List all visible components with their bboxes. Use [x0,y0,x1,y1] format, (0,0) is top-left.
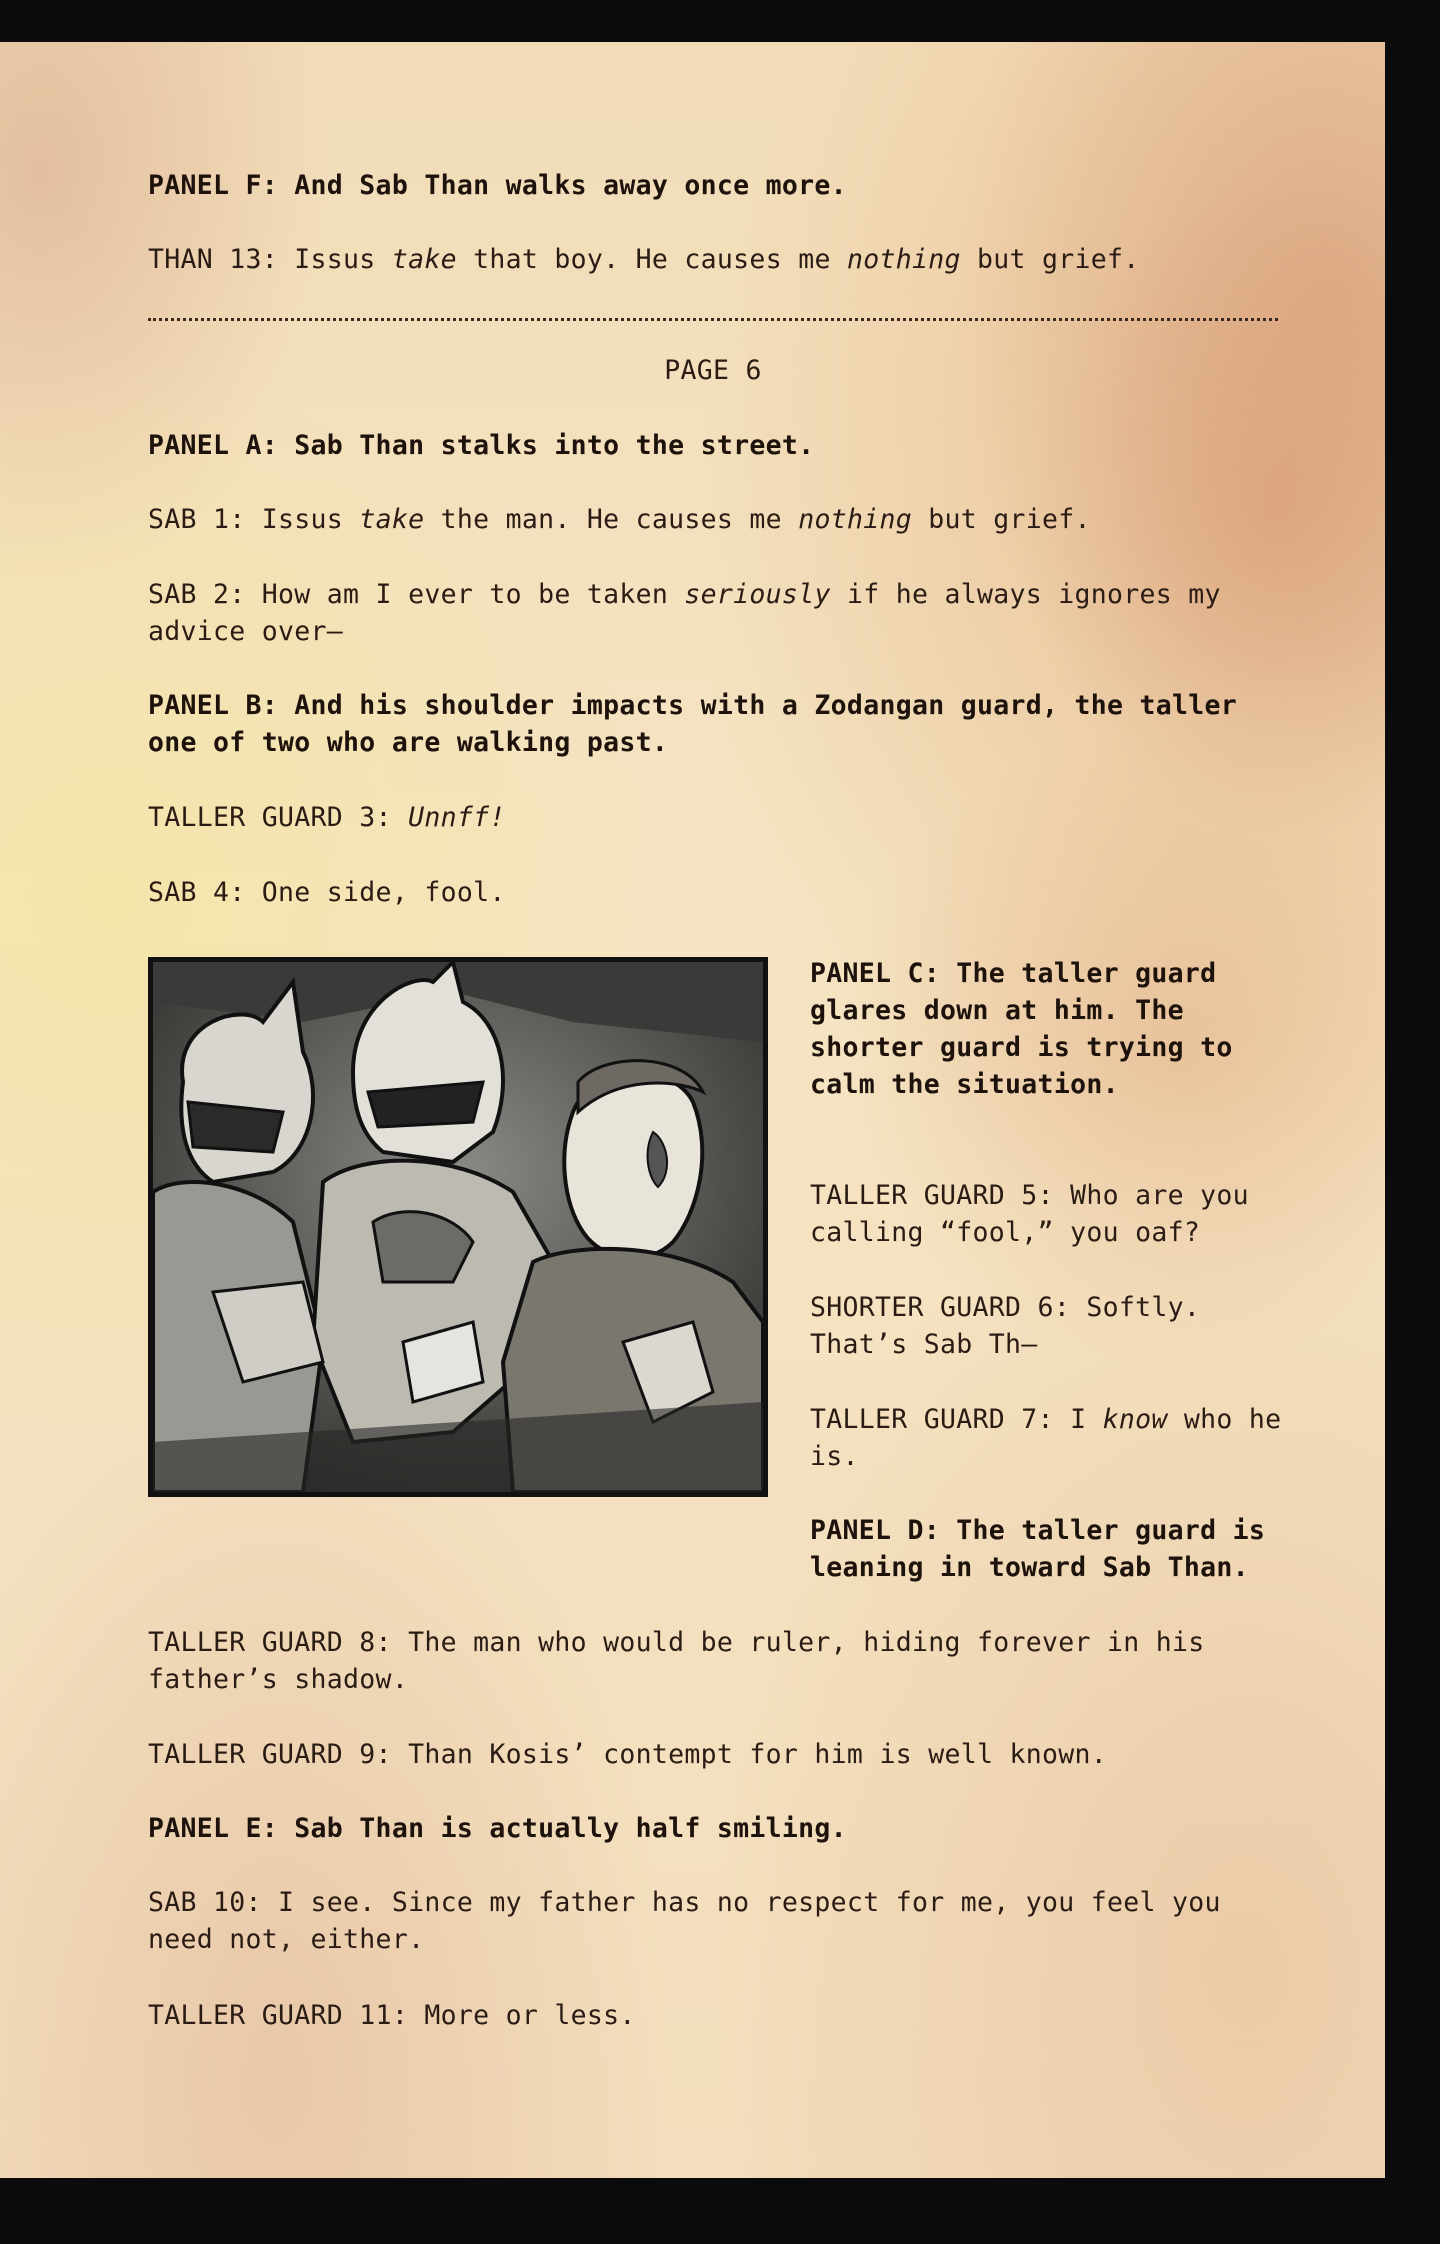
dialogue-shorter-guard-6: SHORTER GUARD 6: Softly. That’s Sab Th– [810,1292,1217,1360]
emphasis-text: nothing [846,244,961,275]
dialogue-text: who he is. [810,1404,1298,1472]
panel-d-direction: PANEL D: The taller guard is leaning in toward Sab Than. [810,1515,1282,1583]
panel-e-direction: PANEL E: Sab Than is actually half smiling. [148,1813,847,1844]
dialogue-text: if he always ignores my advice over– [148,579,1238,647]
dialogue-text: the man. He causes me [424,504,799,535]
page-heading: PAGE 6 [664,355,762,386]
panel-a-direction: PANEL A: Sab Than stalks into the street. [148,430,815,461]
dialogue-text: SAB 2: How am I ever to be taken [148,579,685,610]
dialogue-sab-4: SAB 4: One side, fool. [148,877,506,908]
dotted-divider [148,318,1278,321]
dialogue-taller-guard-3 [148,799,506,836]
panel-f-direction: PANEL F: And Sab Than walks away once more. [148,170,847,201]
dialogue-taller-guard-11: TALLER GUARD 11: More or less. [148,2000,636,2031]
bottom-border [0,2178,1440,2244]
dialogue-taller-guard-9: TALLER GUARD 9: Than Kosis’ contempt for him is well known. [148,1739,1108,1770]
emphasis-text: seriously [684,579,831,610]
guards-illustration [153,962,763,1492]
emphasis-text: nothing [798,504,912,535]
emphasis-text: Unnff! [408,802,506,833]
panel-c-direction: PANEL C: The taller guard glares down at him. The shorter guard is trying to calm the situation. [810,958,1249,1100]
dialogue-sab-10: SAB 10: I see. Since my father has no respect for me, you feel you need not, either. [148,1887,1238,1955]
dialogue-text: but grief. [911,504,1091,535]
dialogue-text: TALLER GUARD 3: [148,802,409,833]
emphasis-text: take [359,504,425,535]
script-page [0,42,1385,2178]
comic-panel-illustration [148,957,768,1497]
dialogue-text: that boy. He causes me [456,244,847,275]
dialogue-text: but grief. [960,244,1140,275]
dialogue-text: SAB 1: Issus [148,504,360,535]
dialogue-sab-2 [148,576,1278,650]
panel-b-direction: PANEL B: And his shoulder impacts with a Zodangan guard, the taller one of two who are walking past. [148,690,1254,758]
dialogue-taller-guard-5: TALLER GUARD 5: Who are you calling “fool,” you oaf? [810,1180,1266,1248]
dialogue-taller-guard-7 [810,1401,1310,1475]
dialogue-text: THAN 13: Issus [148,244,392,275]
dialogue-sab-1 [148,501,1091,538]
dialogue-text: TALLER GUARD 7: I [810,1404,1103,1435]
emphasis-text: know [1102,1404,1168,1435]
dialogue-than-13 [148,241,1140,278]
dialogue-taller-guard-8: TALLER GUARD 8: The man who would be ruler, hiding forever in his father’s shadow. [148,1627,1221,1695]
emphasis-text: take [391,244,457,275]
